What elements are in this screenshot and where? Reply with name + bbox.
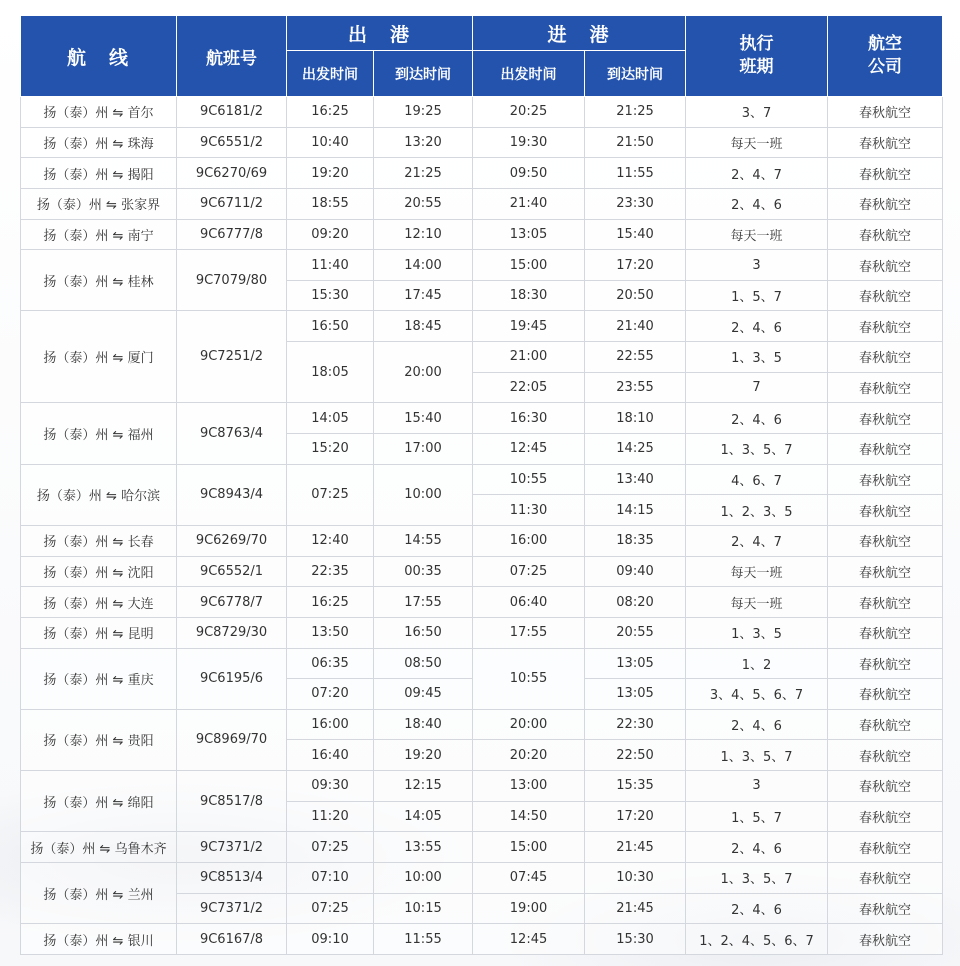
outbound-dep-cell: 09:10 — [287, 924, 374, 955]
inbound-dep-cell: 13:05 — [473, 219, 585, 250]
table-header — [21, 16, 943, 97]
outbound-dep-cell: 18:05 — [287, 342, 374, 403]
airline-cell: 春秋航空 — [828, 97, 943, 128]
inbound-dep-cell: 06:40 — [473, 587, 585, 618]
airline-cell: 春秋航空 — [828, 342, 943, 373]
outbound-dep-cell: 12:40 — [287, 525, 374, 556]
inbound-dep-cell: 10:55 — [473, 648, 585, 709]
table-row — [21, 127, 943, 158]
inbound-dep-cell: 07:25 — [473, 556, 585, 587]
flight-no-cell: 9C8763/4 — [177, 403, 287, 464]
inbound-arr-cell: 14:25 — [585, 434, 686, 465]
inbound-dep-cell: 21:40 — [473, 188, 585, 219]
schedule-days-cell: 1、5、7 — [686, 801, 828, 832]
outbound-dep-cell: 18:55 — [287, 188, 374, 219]
outbound-dep-cell: 16:25 — [287, 97, 374, 128]
outbound-dep-cell: 19:20 — [287, 158, 374, 189]
inbound-arr-cell: 09:40 — [585, 556, 686, 587]
inbound-dep-cell: 18:30 — [473, 280, 585, 311]
header-airline: 航空 公司 — [828, 16, 943, 97]
schedule-days-cell: 1、2、3、5 — [686, 495, 828, 526]
schedule-days-cell: 3 — [686, 250, 828, 281]
outbound-arr-cell: 21:25 — [374, 158, 473, 189]
airline-cell: 春秋航空 — [828, 863, 943, 894]
inbound-dep-cell: 20:20 — [473, 740, 585, 771]
outbound-dep-cell: 07:25 — [287, 832, 374, 863]
outbound-dep-cell: 10:40 — [287, 127, 374, 158]
flight-no-cell: 9C6195/6 — [177, 648, 287, 709]
flight-no-cell: 9C6778/7 — [177, 587, 287, 618]
schedule-days-cell: 1、3、5、7 — [686, 740, 828, 771]
schedule-days-cell: 3、7 — [686, 97, 828, 128]
schedule-days-cell: 每天一班 — [686, 219, 828, 250]
inbound-dep-cell: 13:00 — [473, 771, 585, 802]
flight-no-cell: 9C6269/70 — [177, 525, 287, 556]
outbound-dep-cell: 16:50 — [287, 311, 374, 342]
schedule-days-cell: 每天一班 — [686, 556, 828, 587]
header-flight-no: 航班号 — [177, 16, 287, 97]
inbound-arr-cell: 08:20 — [585, 587, 686, 618]
flight-no-cell: 9C6711/2 — [177, 188, 287, 219]
route-cell: 扬（泰）州 ⇋ 哈尔滨 — [21, 464, 177, 525]
flight-no-cell: 9C6777/8 — [177, 219, 287, 250]
route-cell: 扬（泰）州 ⇋ 揭阳 — [21, 158, 177, 189]
schedule-days-cell: 1、3、5、7 — [686, 434, 828, 465]
route-cell: 扬（泰）州 ⇋ 桂林 — [21, 250, 177, 311]
outbound-dep-cell: 07:25 — [287, 464, 374, 525]
schedule-days-cell: 7 — [686, 372, 828, 403]
outbound-arr-cell: 14:55 — [374, 525, 473, 556]
outbound-dep-cell: 15:30 — [287, 280, 374, 311]
flight-no-cell: 9C6551/2 — [177, 127, 287, 158]
inbound-arr-cell: 15:35 — [585, 771, 686, 802]
inbound-arr-cell: 11:55 — [585, 158, 686, 189]
airline-cell: 春秋航空 — [828, 679, 943, 710]
inbound-dep-cell: 11:30 — [473, 495, 585, 526]
table-row — [21, 525, 943, 556]
inbound-dep-cell: 21:00 — [473, 342, 585, 373]
inbound-arr-cell: 23:55 — [585, 372, 686, 403]
outbound-arr-cell: 12:10 — [374, 219, 473, 250]
outbound-arr-cell: 18:40 — [374, 709, 473, 740]
flight-schedule-table — [20, 15, 943, 955]
inbound-dep-cell: 14:50 — [473, 801, 585, 832]
route-cell: 扬（泰）州 ⇋ 重庆 — [21, 648, 177, 709]
route-cell: 扬（泰）州 ⇋ 福州 — [21, 403, 177, 464]
schedule-days-cell: 2、4、6 — [686, 832, 828, 863]
schedule-days-cell: 每天一班 — [686, 587, 828, 618]
inbound-arr-cell: 10:30 — [585, 863, 686, 894]
airline-cell: 春秋航空 — [828, 464, 943, 495]
airline-cell: 春秋航空 — [828, 311, 943, 342]
outbound-dep-cell: 07:20 — [287, 679, 374, 710]
schedule-days-cell: 2、4、6 — [686, 311, 828, 342]
inbound-arr-cell: 23:30 — [585, 188, 686, 219]
header-schedule: 执行 班期 — [686, 16, 828, 97]
table-row — [21, 464, 943, 495]
inbound-arr-cell: 14:15 — [585, 495, 686, 526]
table-row — [21, 771, 943, 802]
table-row — [21, 403, 943, 434]
airline-cell: 春秋航空 — [828, 648, 943, 679]
inbound-arr-cell: 18:10 — [585, 403, 686, 434]
outbound-arr-cell: 19:20 — [374, 740, 473, 771]
inbound-dep-cell: 19:30 — [473, 127, 585, 158]
route-cell: 扬（泰）州 ⇋ 南宁 — [21, 219, 177, 250]
outbound-arr-cell: 11:55 — [374, 924, 473, 955]
schedule-days-cell: 2、4、6 — [686, 893, 828, 924]
airline-cell: 春秋航空 — [828, 434, 943, 465]
inbound-arr-cell: 21:45 — [585, 832, 686, 863]
outbound-dep-cell: 11:20 — [287, 801, 374, 832]
table-row — [21, 556, 943, 587]
flight-no-cell: 9C6181/2 — [177, 97, 287, 128]
table-row — [21, 158, 943, 189]
airline-cell: 春秋航空 — [828, 280, 943, 311]
inbound-arr-cell: 22:30 — [585, 709, 686, 740]
route-cell: 扬（泰）州 ⇋ 大连 — [21, 587, 177, 618]
outbound-arr-cell: 18:45 — [374, 311, 473, 342]
table-row — [21, 617, 943, 648]
table-row — [21, 832, 943, 863]
inbound-arr-cell: 21:45 — [585, 893, 686, 924]
outbound-arr-cell: 20:00 — [374, 342, 473, 403]
outbound-arr-cell: 15:40 — [374, 403, 473, 434]
airline-cell: 春秋航空 — [828, 250, 943, 281]
inbound-arr-cell: 13:40 — [585, 464, 686, 495]
outbound-arr-cell: 16:50 — [374, 617, 473, 648]
outbound-arr-cell: 17:45 — [374, 280, 473, 311]
table-row — [21, 250, 943, 281]
airline-cell: 春秋航空 — [828, 127, 943, 158]
header-inbound-dep-time: 出发时间 — [473, 51, 585, 97]
route-cell: 扬（泰）州 ⇋ 厦门 — [21, 311, 177, 403]
schedule-days-cell: 每天一班 — [686, 127, 828, 158]
inbound-dep-cell: 16:30 — [473, 403, 585, 434]
outbound-arr-cell: 10:00 — [374, 464, 473, 525]
schedule-days-cell: 2、4、6 — [686, 709, 828, 740]
inbound-arr-cell: 17:20 — [585, 250, 686, 281]
header-outbound: 出 港 — [287, 16, 473, 51]
table-row — [21, 97, 943, 128]
inbound-arr-cell: 15:40 — [585, 219, 686, 250]
schedule-days-cell: 3、4、5、6、7 — [686, 679, 828, 710]
airline-cell: 春秋航空 — [828, 740, 943, 771]
outbound-arr-cell: 10:00 — [374, 863, 473, 894]
inbound-dep-cell: 19:45 — [473, 311, 585, 342]
schedule-days-cell: 1、5、7 — [686, 280, 828, 311]
inbound-arr-cell: 18:35 — [585, 525, 686, 556]
airline-cell: 春秋航空 — [828, 801, 943, 832]
table-row — [21, 587, 943, 618]
outbound-dep-cell: 11:40 — [287, 250, 374, 281]
flight-no-cell: 9C6270/69 — [177, 158, 287, 189]
airline-cell: 春秋航空 — [828, 771, 943, 802]
schedule-days-cell: 1、3、5 — [686, 617, 828, 648]
inbound-dep-cell: 10:55 — [473, 464, 585, 495]
schedule-days-cell: 1、3、5 — [686, 342, 828, 373]
airline-cell: 春秋航空 — [828, 709, 943, 740]
table-row — [21, 648, 943, 679]
inbound-dep-cell: 20:25 — [473, 97, 585, 128]
header-inbound-arr-time: 到达时间 — [585, 51, 686, 97]
airline-cell: 春秋航空 — [828, 219, 943, 250]
schedule-days-cell: 2、4、7 — [686, 158, 828, 189]
outbound-dep-cell: 06:35 — [287, 648, 374, 679]
airline-cell: 春秋航空 — [828, 617, 943, 648]
inbound-arr-cell: 13:05 — [585, 679, 686, 710]
airline-cell: 春秋航空 — [828, 495, 943, 526]
outbound-arr-cell: 19:25 — [374, 97, 473, 128]
schedule-days-cell: 3 — [686, 771, 828, 802]
inbound-dep-cell: 19:00 — [473, 893, 585, 924]
schedule-days-cell: 2、4、7 — [686, 525, 828, 556]
route-cell: 扬（泰）州 ⇋ 首尔 — [21, 97, 177, 128]
table-row — [21, 924, 943, 955]
inbound-dep-cell: 22:05 — [473, 372, 585, 403]
outbound-arr-cell: 13:55 — [374, 832, 473, 863]
airline-cell: 春秋航空 — [828, 832, 943, 863]
outbound-dep-cell: 13:50 — [287, 617, 374, 648]
route-cell: 扬（泰）州 ⇋ 绵阳 — [21, 771, 177, 832]
outbound-dep-cell: 16:40 — [287, 740, 374, 771]
outbound-dep-cell: 16:00 — [287, 709, 374, 740]
flight-no-cell: 9C7371/2 — [177, 832, 287, 863]
inbound-arr-cell: 20:50 — [585, 280, 686, 311]
schedule-days-cell: 1、3、5、7 — [686, 863, 828, 894]
schedule-days-cell: 4、6、7 — [686, 464, 828, 495]
airline-cell: 春秋航空 — [828, 893, 943, 924]
airline-cell: 春秋航空 — [828, 924, 943, 955]
header-route: 航 线 — [21, 16, 177, 97]
route-cell: 扬（泰）州 ⇋ 珠海 — [21, 127, 177, 158]
inbound-dep-cell: 20:00 — [473, 709, 585, 740]
flight-no-cell: 9C8513/4 — [177, 863, 287, 894]
inbound-arr-cell: 20:55 — [585, 617, 686, 648]
outbound-arr-cell: 12:15 — [374, 771, 473, 802]
schedule-days-cell: 2、4、6 — [686, 403, 828, 434]
airline-cell: 春秋航空 — [828, 403, 943, 434]
outbound-arr-cell: 14:00 — [374, 250, 473, 281]
outbound-dep-cell: 22:35 — [287, 556, 374, 587]
inbound-arr-cell: 21:40 — [585, 311, 686, 342]
airline-cell: 春秋航空 — [828, 525, 943, 556]
inbound-arr-cell: 15:30 — [585, 924, 686, 955]
route-cell: 扬（泰）州 ⇋ 沈阳 — [21, 556, 177, 587]
inbound-arr-cell: 21:25 — [585, 97, 686, 128]
route-cell: 扬（泰）州 ⇋ 长春 — [21, 525, 177, 556]
table-row — [21, 219, 943, 250]
flight-no-cell: 9C6552/1 — [177, 556, 287, 587]
airline-cell: 春秋航空 — [828, 587, 943, 618]
flight-no-cell: 9C8943/4 — [177, 464, 287, 525]
outbound-arr-cell: 08:50 — [374, 648, 473, 679]
table-body — [21, 97, 943, 955]
flight-no-cell: 9C7079/80 — [177, 250, 287, 311]
schedule-days-cell: 1、2 — [686, 648, 828, 679]
flight-no-cell: 9C8729/30 — [177, 617, 287, 648]
flight-no-cell: 9C6167/8 — [177, 924, 287, 955]
route-cell: 扬（泰）州 ⇋ 兰州 — [21, 863, 177, 924]
outbound-arr-cell: 00:35 — [374, 556, 473, 587]
outbound-dep-cell: 07:10 — [287, 863, 374, 894]
route-cell: 扬（泰）州 ⇋ 张家界 — [21, 188, 177, 219]
inbound-dep-cell: 07:45 — [473, 863, 585, 894]
outbound-dep-cell: 16:25 — [287, 587, 374, 618]
airline-cell: 春秋航空 — [828, 158, 943, 189]
inbound-dep-cell: 16:00 — [473, 525, 585, 556]
flight-no-cell: 9C7251/2 — [177, 311, 287, 403]
outbound-dep-cell: 09:20 — [287, 219, 374, 250]
outbound-arr-cell: 13:20 — [374, 127, 473, 158]
outbound-arr-cell: 10:15 — [374, 893, 473, 924]
table-row — [21, 311, 943, 342]
table-row — [21, 709, 943, 740]
route-cell: 扬（泰）州 ⇋ 贵阳 — [21, 709, 177, 770]
inbound-arr-cell: 22:50 — [585, 740, 686, 771]
schedule-days-cell: 2、4、6 — [686, 188, 828, 219]
header-outbound-arr-time: 到达时间 — [374, 51, 473, 97]
inbound-dep-cell: 15:00 — [473, 832, 585, 863]
inbound-arr-cell: 13:05 — [585, 648, 686, 679]
flight-no-cell: 9C7371/2 — [177, 893, 287, 924]
outbound-arr-cell: 17:00 — [374, 434, 473, 465]
outbound-dep-cell: 07:25 — [287, 893, 374, 924]
outbound-arr-cell: 09:45 — [374, 679, 473, 710]
schedule-days-cell: 1、2、4、5、6、7 — [686, 924, 828, 955]
outbound-dep-cell: 09:30 — [287, 771, 374, 802]
route-cell: 扬（泰）州 ⇋ 银川 — [21, 924, 177, 955]
header-outbound-dep-time: 出发时间 — [287, 51, 374, 97]
flight-no-cell: 9C8517/8 — [177, 771, 287, 832]
inbound-arr-cell: 22:55 — [585, 342, 686, 373]
header-inbound: 进 港 — [473, 16, 686, 51]
outbound-arr-cell: 20:55 — [374, 188, 473, 219]
route-cell: 扬（泰）州 ⇋ 乌鲁木齐 — [21, 832, 177, 863]
inbound-dep-cell: 09:50 — [473, 158, 585, 189]
flight-no-cell: 9C8969/70 — [177, 709, 287, 770]
outbound-dep-cell: 15:20 — [287, 434, 374, 465]
airline-cell: 春秋航空 — [828, 188, 943, 219]
table-row — [21, 863, 943, 894]
inbound-dep-cell: 15:00 — [473, 250, 585, 281]
table-row — [21, 188, 943, 219]
outbound-arr-cell: 17:55 — [374, 587, 473, 618]
outbound-dep-cell: 14:05 — [287, 403, 374, 434]
airline-cell: 春秋航空 — [828, 372, 943, 403]
inbound-arr-cell: 21:50 — [585, 127, 686, 158]
inbound-dep-cell: 17:55 — [473, 617, 585, 648]
outbound-arr-cell: 14:05 — [374, 801, 473, 832]
inbound-arr-cell: 17:20 — [585, 801, 686, 832]
inbound-dep-cell: 12:45 — [473, 434, 585, 465]
route-cell: 扬（泰）州 ⇋ 昆明 — [21, 617, 177, 648]
airline-cell: 春秋航空 — [828, 556, 943, 587]
inbound-dep-cell: 12:45 — [473, 924, 585, 955]
